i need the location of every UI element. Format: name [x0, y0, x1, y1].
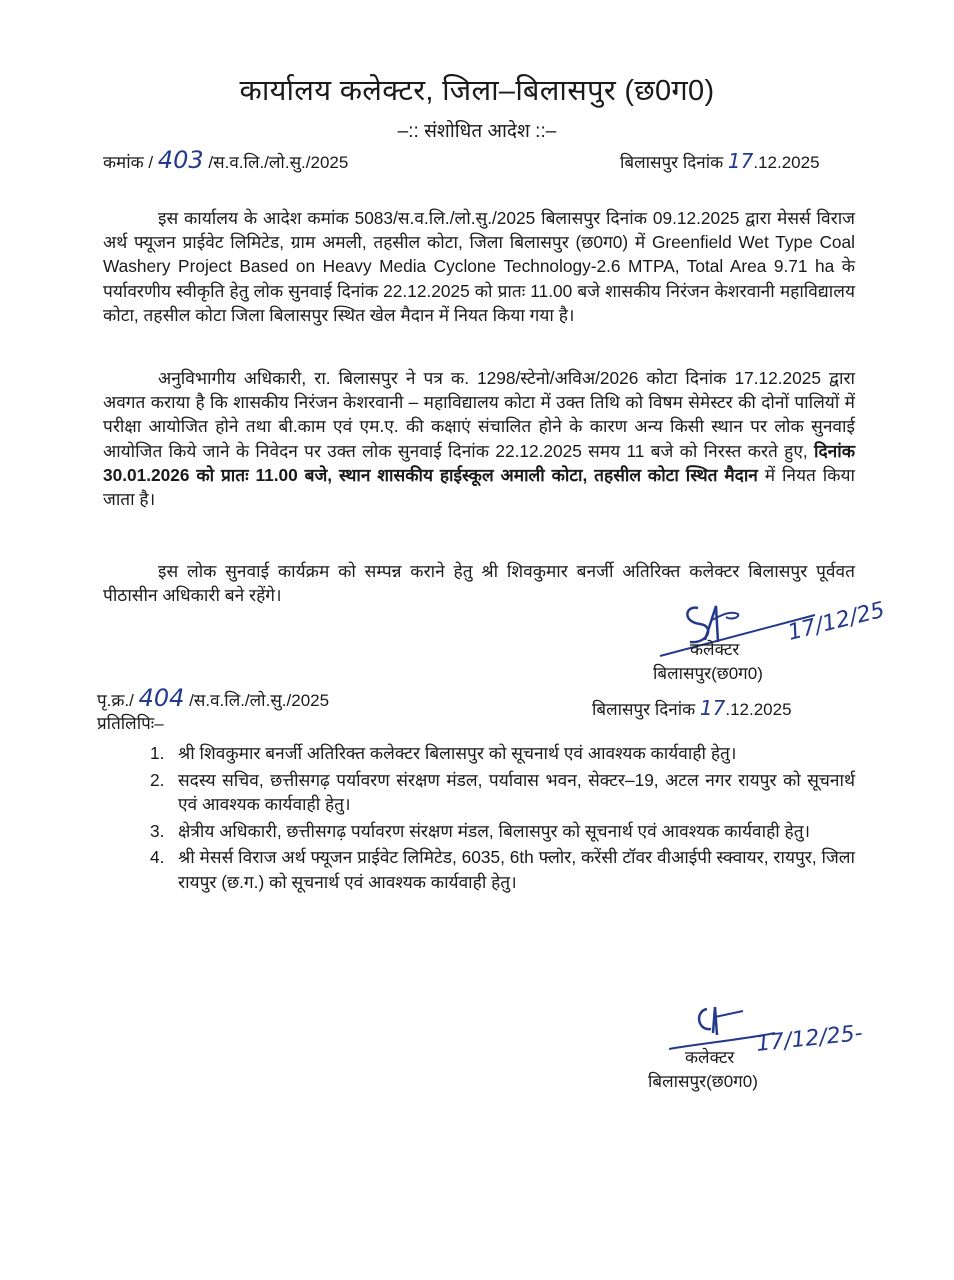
order-date-day-handwritten: 17 — [727, 149, 754, 173]
list-item-text: श्री मेसर्स विराज अर्थ फ्यूजन प्राईवेट लिमिटेड, 6035, 6th फ्लोर, करेंसी टॉवर वीआईपी स्क्वायर, रायपुर, जिला रायपुर (छ.ग.) को सूचनार्थ एवं आवश्यक कार्यवाही हेतु। — [178, 847, 855, 892]
copy-number-handwritten: 404 — [138, 684, 185, 712]
list-item-number: 4. — [150, 847, 165, 867]
order-title: –:: संशोधित आदेश ::– — [397, 121, 557, 142]
order-reference — [103, 146, 348, 174]
copy-date-prefix: बिलासपुर दिनांक — [592, 700, 696, 719]
list-item-text: क्षेत्रीय अधिकारी, छत्तीसगढ़ पर्यावरण संरक्षण मंडल, बिलासपुर को सूचनार्थ एवं आवश्यक कार्यवाही हेतु। — [178, 820, 811, 841]
list-item-text: श्री शिवकुमार बनर्जी अतिरिक्त कलेक्टर बिलासपुर को सूचनार्थ एवं आवश्यक कार्यवाही हेतु। — [178, 743, 737, 763]
paragraph-revision — [103, 366, 855, 511]
list-item-number: 1. — [150, 743, 165, 763]
list-item — [150, 741, 855, 766]
list-item-number: 2. — [150, 769, 165, 790]
order-date-prefix: बिलासपुर दिनांक — [620, 153, 724, 172]
order-date-suffix: .12.2025 — [753, 153, 820, 172]
signature-1-date: 17/12/25 — [785, 597, 888, 646]
paragraph-1-text: इस कार्यालय के आदेश कमांक 5083/स.व.लि./लो.सु./2025 बिलासपुर दिनांक 09.12.2025 द्वारा मेसर्स विराज अर्थ फ्यूजन प्राईवेट लिमिटेड, ग्राम अमली, तहसील कोटा, जिला बिलासपुर (छ0ग0) में Greenfield Wet Type Coal Washery Project Based on Heavy Media Cyclone Technology-2.6 MTPA, Total Area 9.71 ha के पर्यावरणीय स्वीकृति हेतु लोक सुनवाई दिनांक 22.12.2025 को प्रातः 11.00 बजे शासकीय निरंजन केशरवानी महाविद्यालय कोटा, तहसील कोटा जिला बिलासपुर स्थित खेल मैदान में नियत किया गया है। — [103, 208, 855, 325]
order-number-handwritten: 403 — [157, 146, 204, 174]
copy-date-suffix: .12.2025 — [725, 700, 792, 719]
copy-ref-prefix: पृ.क्र./ — [97, 691, 134, 710]
signature-2-location: बिलासपुर(छ0ग0) — [648, 1072, 758, 1091]
copy-recipient-list — [150, 741, 855, 896]
signature-1-designation: कलेक्टर — [690, 640, 740, 659]
paragraph-2-end: में नियत किया जाता है। — [103, 464, 855, 510]
order-ref-prefix: कमांक / — [103, 153, 154, 172]
signature-2-date: 17/12/25- — [755, 1020, 864, 1057]
new-hearing-details: दिनांक 30.01.2026 को प्रातः 11.00 बजे, स्थान शासकीय हाईस्कूल अमाली कोटा, तहसील कोटा स्थित मैदान — [103, 440, 855, 485]
paragraph-3-text: इस लोक सुनवाई कार्यक्रम को सम्पन्न कराने हेतु श्री शिवकुमार बनर्जी अतिरिक्त कलेक्टर बिलासपुर पूर्ववत पीठासीन अधिकारी बने रहेंगे। — [103, 561, 855, 606]
paragraph-original-order — [103, 206, 855, 327]
list-item-text: सदस्य सचिव, छत्तीसगढ़ पर्यावरण संरक्षण मंडल, पर्यावास भवन, सेक्टर–19, अटल नगर रायपुर को सूचनार्थ एवं आवश्यक कार्यवाही हेतु। — [178, 769, 855, 814]
copy-reference — [97, 684, 329, 712]
paragraph-2-text: अनुविभागीय अधिकारी, रा. बिलासपुर ने पत्र क. 1298/स्टेनो/अविअ/2026 कोटा दिनांक 17.12.2025 द्वारा अवगत कराया है कि शासकीय निरंजन केशरवानी – महाविद्यालय कोटा में उक्त तिथि को विषम सेमेस्टर की दोनों पालियों में परीक्षा आयोजित होने तथा बी.काम एवं एम.ए. की कक्षाएं संचालित होने के कारण अन्य किसी स्थान पर लोक सुनवाई आयोजित किये जाने के निवेदन पर उक्त लोक सुनवाई दिनांक 22.12.2025 समय 11 बजे को निरस्त करते हुए, — [103, 368, 855, 461]
list-item — [150, 819, 855, 844]
signature-1-location: बिलासपुर(छ0ग0) — [653, 664, 763, 683]
copy-label: प्रतिलिपिः– — [97, 714, 164, 733]
signature-2-designation: कलेक्टर — [685, 1048, 735, 1067]
copy-date — [592, 696, 792, 720]
order-ref-suffix: /स.व.लि./लो.सु./2025 — [208, 153, 349, 172]
copy-ref-suffix: /स.व.लि./लो.सु./2025 — [189, 691, 330, 710]
list-item — [150, 768, 855, 817]
order-date — [620, 149, 820, 173]
copy-date-day-handwritten: 17 — [699, 696, 726, 720]
office-title: कार्यालय कलेक्टर, जिला–बिलासपुर (छ0ग0) — [239, 75, 715, 107]
list-item-number: 3. — [150, 820, 165, 841]
list-item — [150, 845, 855, 894]
